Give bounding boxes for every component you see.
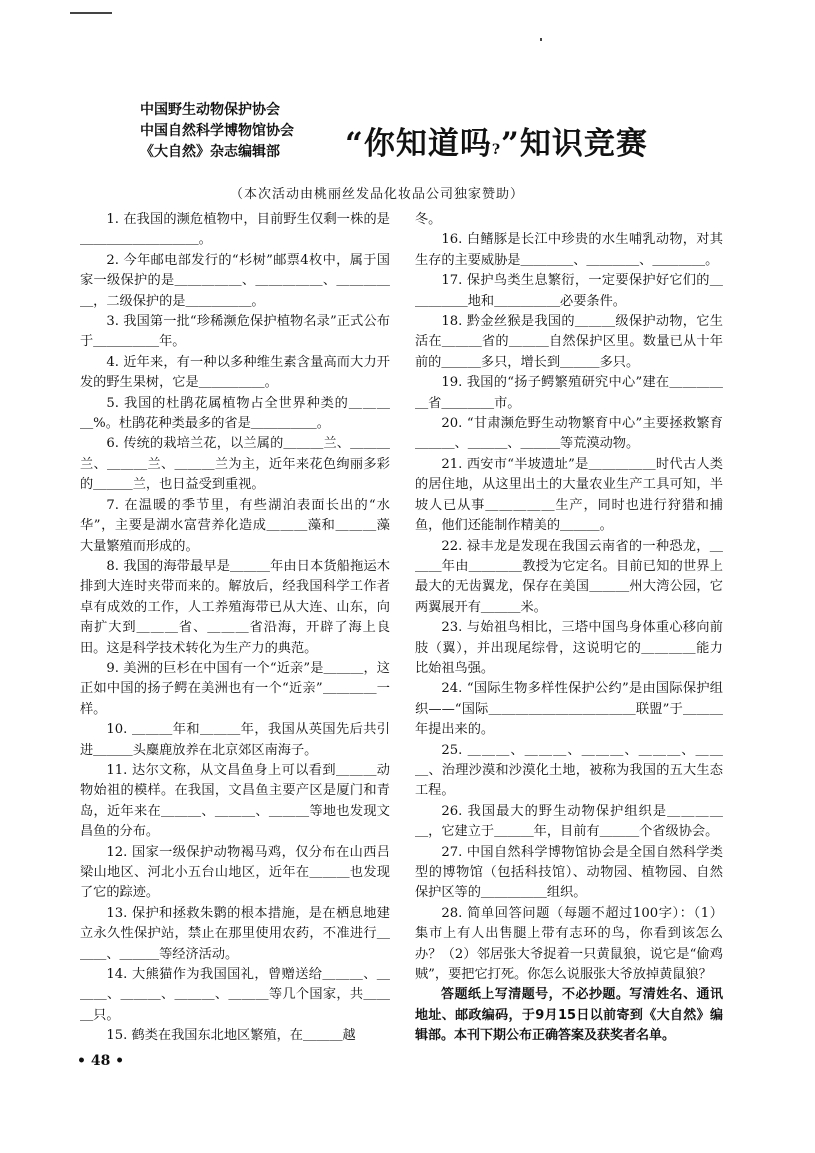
right-column: [415, 210, 723, 1047]
sponsor-line: （本次活动由桃丽丝发品化妆品公司独家赞助）: [230, 187, 525, 202]
question-3: 3. 我国第一批“珍稀濒危保护植物名录”正式公布于＿＿＿＿＿年。: [80, 314, 390, 350]
organizers: [140, 100, 294, 163]
question-28: 28. 简单回答问题（每题不超过100字）：（1）集市上有人出售腿上带有志环的鸟，你看到该怎么办？（2）邻居张大爷捉着一只黄鼠狼，说它是“偷鸡贼”，要把它打死。你怎么说服张大爷放掉黄鼠狼？: [415, 905, 723, 983]
question-27: 27. 中国自然科学博物馆协会是全国自然科学类型的博物馆（包括科技馆）、动物园、植物园、自然保护区等的＿＿＿＿＿组织。: [415, 844, 723, 901]
page-number: • 48 •: [77, 1053, 125, 1069]
left-column: [80, 210, 390, 1047]
question-16: 16. 白鳍豚是长江中珍贵的水生哺乳动物，对其生存的主要威胁是＿＿＿＿、＿＿＿＿、＿＿＿＿。: [415, 232, 723, 268]
scan-dot: [540, 38, 542, 41]
page-title: [345, 118, 648, 163]
question-18: 18. 黔金丝猴是我国的＿＿＿级保护动物，它生活在＿＿＿省的＿＿＿自然保护区里。数量已从十年前的＿＿＿多只，增长到＿＿＿多只。: [415, 314, 723, 370]
question-8: 8. 我国的海带最早是＿＿＿年由日本货船拖运木排到大连时夹带而来的。解放后，经我国科学工作者卓有成效的工作，人工养殖海带已从大连、山东，向南扩大到＿＿＿省、＿＿＿省沿海，开辟了海上良田。这是科学技术转化为生产力的典范。: [80, 558, 390, 656]
scan-mark: [70, 12, 112, 14]
question-12: 12. 国家一级保护动物褐马鸡，仅分布在山西吕梁山地区、河北小五台山地区，近年在＿＿＿也发现了它的踪迹。: [80, 844, 390, 901]
question-23: 23. 与始祖鸟相比，三塔中国鸟身体重心移向前肢（翼），并出现尾综骨，这说明它的＿＿＿＿能力比始祖鸟强。: [415, 620, 723, 676]
question-17: 17. 保护鸟类生息繁衍，一定要保护好它们的＿＿＿＿＿地和＿＿＿＿＿必要条件。: [415, 273, 723, 309]
question-26: 26. 我国最大的野生动物保护组织是＿＿＿＿＿，它建立于＿＿＿年，目前有＿＿＿个省级协会。: [415, 803, 723, 840]
title-main: “你知道吗: [345, 126, 492, 162]
question-22: 22. 禄丰龙是发现在我国云南省的一种恐龙，＿＿＿年由＿＿＿＿教授为它定名。目前已知的世界上最大的无齿翼龙，保存在美国＿＿＿州大湾公园，它两翼展开有＿＿＿米。: [415, 538, 723, 615]
question-4: 4. 近年来，有一种以多种维生素含量高而大力开发的野生果树，它是＿＿＿＿＿。: [80, 354, 390, 391]
question-19: 19. 我国的“扬子鳄繁殖研究中心”建在＿＿＿＿＿省＿＿＿＿市。: [415, 375, 723, 411]
question-13: 13. 保护和拯救朱鹮的根本措施，是在栖息地建立永久性保护站，禁止在那里使用农药，不准进行＿＿＿、＿＿＿等经济活动。: [80, 905, 390, 962]
question-2: 2. 今年邮电部发行的“杉树”邮票4枚中，属于国家一级保护的是＿＿＿＿＿、＿＿＿＿＿、＿＿＿＿＿，二级保护的是＿＿＿＿＿。: [80, 252, 390, 309]
question-14: 14. 大熊猫作为我国国礼，曾赠送给＿＿＿、＿＿＿、＿＿＿、＿＿＿、＿＿＿等几个国家，共＿＿＿只。: [80, 967, 390, 1023]
submission-notice: 答题纸上写清题号，不必抄题。写清姓名、通讯地址、邮政编码，于9月15日以前寄到《大自然》编辑部。本刊下期公布正确答案及获奖者名单。: [415, 987, 723, 1044]
title-question-mark: ?: [491, 142, 502, 158]
question-20: 20. “甘肃濒危野生动物繁育中心”主要拯救繁育＿＿＿、＿＿＿、＿＿＿等荒漠动物。: [415, 416, 723, 452]
question-11: 11. 达尔文称，从文昌鱼身上可以看到＿＿＿动物始祖的模样。在我国，文昌鱼主要产区是厦门和青岛，近年来在＿＿＿、＿＿＿、＿＿＿等地也发现文昌鱼的分布。: [80, 762, 390, 840]
organizer-1: 中国野生动物保护协会: [140, 102, 280, 118]
question-15: 15. 鹤类在我国东北地区繁殖，在＿＿＿越: [106, 1028, 356, 1044]
organizer-2: 中国自然科学博物馆协会: [140, 123, 294, 139]
question-5: 5. 我国的杜鹃花属植物占全世界种类的＿＿＿＿%。杜鹃花种类最多的省是＿＿＿＿＿。: [80, 395, 390, 432]
question-9: 9. 美洲的巨杉在中国有一个“近亲”是＿＿＿，这正如中国的扬子鳄在美洲也有一个“近亲”＿＿＿＿一样。: [80, 660, 390, 717]
question-25: 25. ＿＿＿、＿＿＿、＿＿＿、＿＿＿、＿＿＿、治理沙漠和沙漠化土地，被称为我国的五大生态工程。: [415, 742, 723, 799]
question-1: 1. 在我国的濒危植物中，目前野生仅剩一株的是＿＿＿＿＿＿＿＿＿。: [80, 212, 390, 248]
question-24: 24. “国际生物多样性保护公约”是由国际保护组织——“国际＿＿＿＿＿＿＿＿＿＿＿联盟”于＿＿＿年提出来的。: [415, 681, 723, 738]
question-21: 21. 西安市“半坡遗址”是＿＿＿＿＿时代古人类的居住地，从这里出土的大量农业生产工具可知，半坡人已从事＿＿＿＿＿生产，同时也进行狩猎和捕鱼，他们还能制作精美的＿＿＿。: [415, 456, 723, 534]
question-7: 7. 在温暖的季节里，有些湖泊表面长出的“水华”，主要是湖水富营养化造成＿＿＿藻和＿＿＿藻大量繁殖而形成的。: [80, 497, 390, 554]
question-15-continued: 冬。: [415, 212, 442, 227]
title-end: ”知识竞赛: [501, 126, 648, 162]
question-6: 6. 传统的栽培兰花，以兰属的＿＿＿兰、＿＿＿兰、＿＿＿兰、＿＿＿兰为主，近年来花色绚丽多彩的＿＿＿兰，也日益受到重视。: [80, 436, 390, 493]
organizer-3: 《大自然》杂志编辑部: [140, 144, 280, 160]
question-10: 10. ＿＿＿年和＿＿＿年，我国从英国先后共引进＿＿＿头麋鹿放养在北京郊区南海子。: [80, 722, 390, 758]
